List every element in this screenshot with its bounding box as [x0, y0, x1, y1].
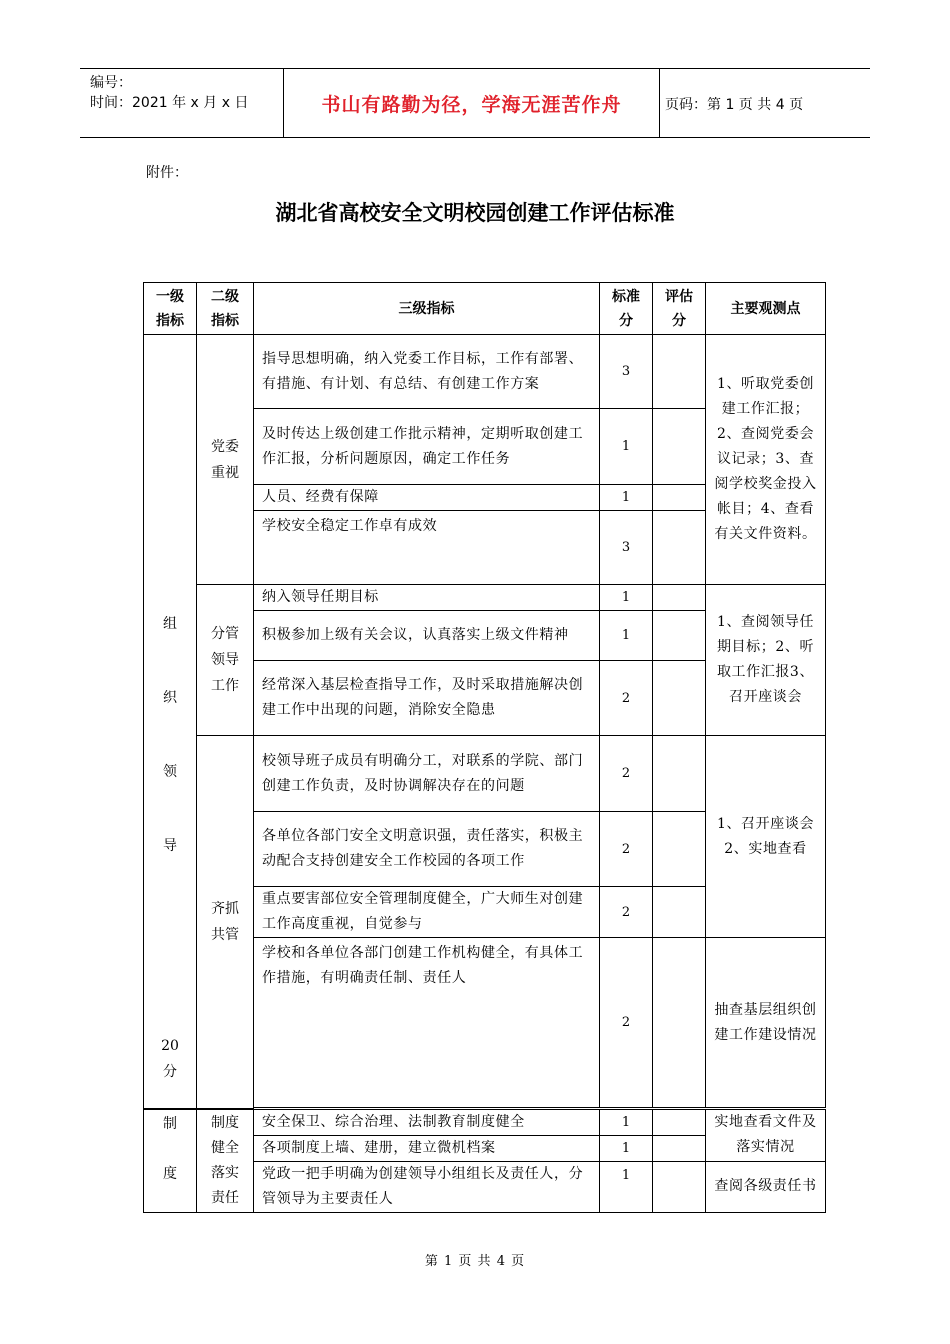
indicator-cell: 经常深入基层检查指导工作，及时采取措施解决创建工作中出现的问题，消除安全隐患: [254, 661, 600, 736]
table-row: [144, 585, 826, 611]
level2-party-committee: 党委重视: [197, 335, 254, 585]
assessed-score-cell: [653, 1135, 706, 1161]
indicator-cell: 指导思想明确，纳入党委工作目标，工作有部署、有措施、有计划、有总结、有创建工作方案: [254, 335, 600, 409]
standard-score-cell: 1: [600, 585, 653, 611]
standard-score-cell: 1: [600, 1161, 653, 1212]
assessed-score-cell: [653, 335, 706, 409]
indicator-cell: 各项制度上墙、建册，建立微机档案: [254, 1135, 600, 1161]
standard-score-cell: 1: [600, 1135, 653, 1161]
assessed-score-cell: [653, 611, 706, 661]
level2-joint-management: 齐抓共管: [197, 736, 254, 1109]
indicator-cell: 积极参加上级有关会议，认真落实上级文件精神: [254, 611, 600, 661]
observation-cell: 查阅各级责任书: [706, 1161, 826, 1212]
standard-score-cell: 1: [600, 409, 653, 485]
table-header-row: [144, 283, 826, 335]
indicator-cell: 纳入领导任期目标: [254, 585, 600, 611]
indicator-cell: 及时传达上级创建工作批示精神，定期听取创建工作汇报，分析问题原因，确定工作任务: [254, 409, 600, 485]
attachment-label: 附件：: [146, 165, 188, 181]
page-header: [80, 68, 870, 138]
assessed-score-cell: [653, 736, 706, 812]
indicator-cell: 党政一把手明确为创建领导小组组长及责任人，分管领导为主要责任人: [254, 1161, 600, 1212]
header-level3: 三级指标: [254, 283, 600, 335]
indicator-cell: 人员、经费有保障: [254, 485, 600, 511]
table-row: [144, 736, 826, 812]
assessed-score-cell: [653, 1161, 706, 1212]
observation-cell: 实地查看文件及落实情况: [706, 1109, 826, 1161]
header-level1: 一级指标: [144, 283, 197, 335]
standard-score-cell: 1: [600, 611, 653, 661]
header-standard-score: 标准分: [600, 283, 653, 335]
header-observation: 主要观测点: [706, 283, 826, 335]
indicator-cell: 学校安全稳定工作卓有成效: [254, 511, 600, 585]
standard-score-cell: 3: [600, 511, 653, 585]
observation-cell: 1、召开座谈会2、实地查看: [706, 736, 826, 938]
observation-cell: 1、听取党委创建工作汇报；2、查阅党委会议记录；3、查阅学校奖金投入帐目；4、查看有关文件资料。: [706, 335, 826, 585]
standard-score-cell: 2: [600, 938, 653, 1108]
table-row: [144, 1109, 826, 1135]
assessed-score-cell: [653, 661, 706, 736]
indicator-cell: 学校和各单位各部门创建工作机构健全，有具体工作措施，有明确责任制、责任人: [254, 938, 600, 1108]
assessed-score-cell: [653, 938, 706, 1108]
header-page-number: 页码：第 1 页 共 4 页: [665, 97, 804, 113]
document-number: 编号：: [90, 75, 132, 91]
indicator-cell: 各单位各部门安全文明意识强，责任落实，积极主动配合支持创建安全工作校园的各项工作: [254, 812, 600, 887]
standard-score-cell: 3: [600, 335, 653, 409]
standard-score-cell: 2: [600, 887, 653, 938]
level1-score: 20: [161, 1038, 179, 1054]
assessed-score-cell: [653, 485, 706, 511]
page-footer: 第 1 页 共 4 页: [424, 1254, 526, 1269]
document-date: 时间：2021 年 x 月 x 日: [90, 95, 249, 111]
level1-organization-leadership: 组 织 领 导 20 分: [144, 335, 197, 1109]
level1-system: 制 度: [144, 1109, 197, 1212]
level2-system-responsibility: 制度健全落实责任: [197, 1109, 254, 1212]
assessed-score-cell: [653, 585, 706, 611]
assessed-score-cell: [653, 812, 706, 887]
standard-score-cell: 2: [600, 812, 653, 887]
indicator-cell: 校领导班子成员有明确分工，对联系的学院、部门创建工作负责，及时协调解决存在的问题: [254, 736, 600, 812]
assessed-score-cell: [653, 511, 706, 585]
observation-cell: 抽查基层组织创建工作建设情况: [706, 938, 826, 1108]
observation-cell: 1、查阅领导任期目标；2、听取工作汇报3、召开座谈会: [706, 585, 826, 736]
assessed-score-cell: [653, 1109, 706, 1135]
level2-leader-work: 分管领导工作: [197, 585, 254, 736]
standard-score-cell: 1: [600, 1109, 653, 1135]
indicator-cell: 安全保卫、综合治理、法制教育制度健全: [254, 1109, 600, 1135]
standard-score-cell: 2: [600, 661, 653, 736]
evaluation-table: [143, 282, 826, 1213]
document-title: 湖北省高校安全文明校园创建工作评估标准: [275, 201, 675, 225]
indicator-cell: 重点要害部位安全管理制度健全，广大师生对创建工作高度重视，自觉参与: [254, 887, 600, 938]
header-assessed-score: 评估分: [653, 283, 706, 335]
header-level2: 二级指标: [197, 283, 254, 335]
assessed-score-cell: [653, 887, 706, 938]
header-meta: [90, 73, 248, 113]
assessed-score-cell: [653, 409, 706, 485]
standard-score-cell: 1: [600, 485, 653, 511]
table-row: [144, 335, 826, 409]
header-motto: 书山有路勤为径，学海无涯苦作舟: [283, 69, 660, 137]
standard-score-cell: 2: [600, 736, 653, 812]
